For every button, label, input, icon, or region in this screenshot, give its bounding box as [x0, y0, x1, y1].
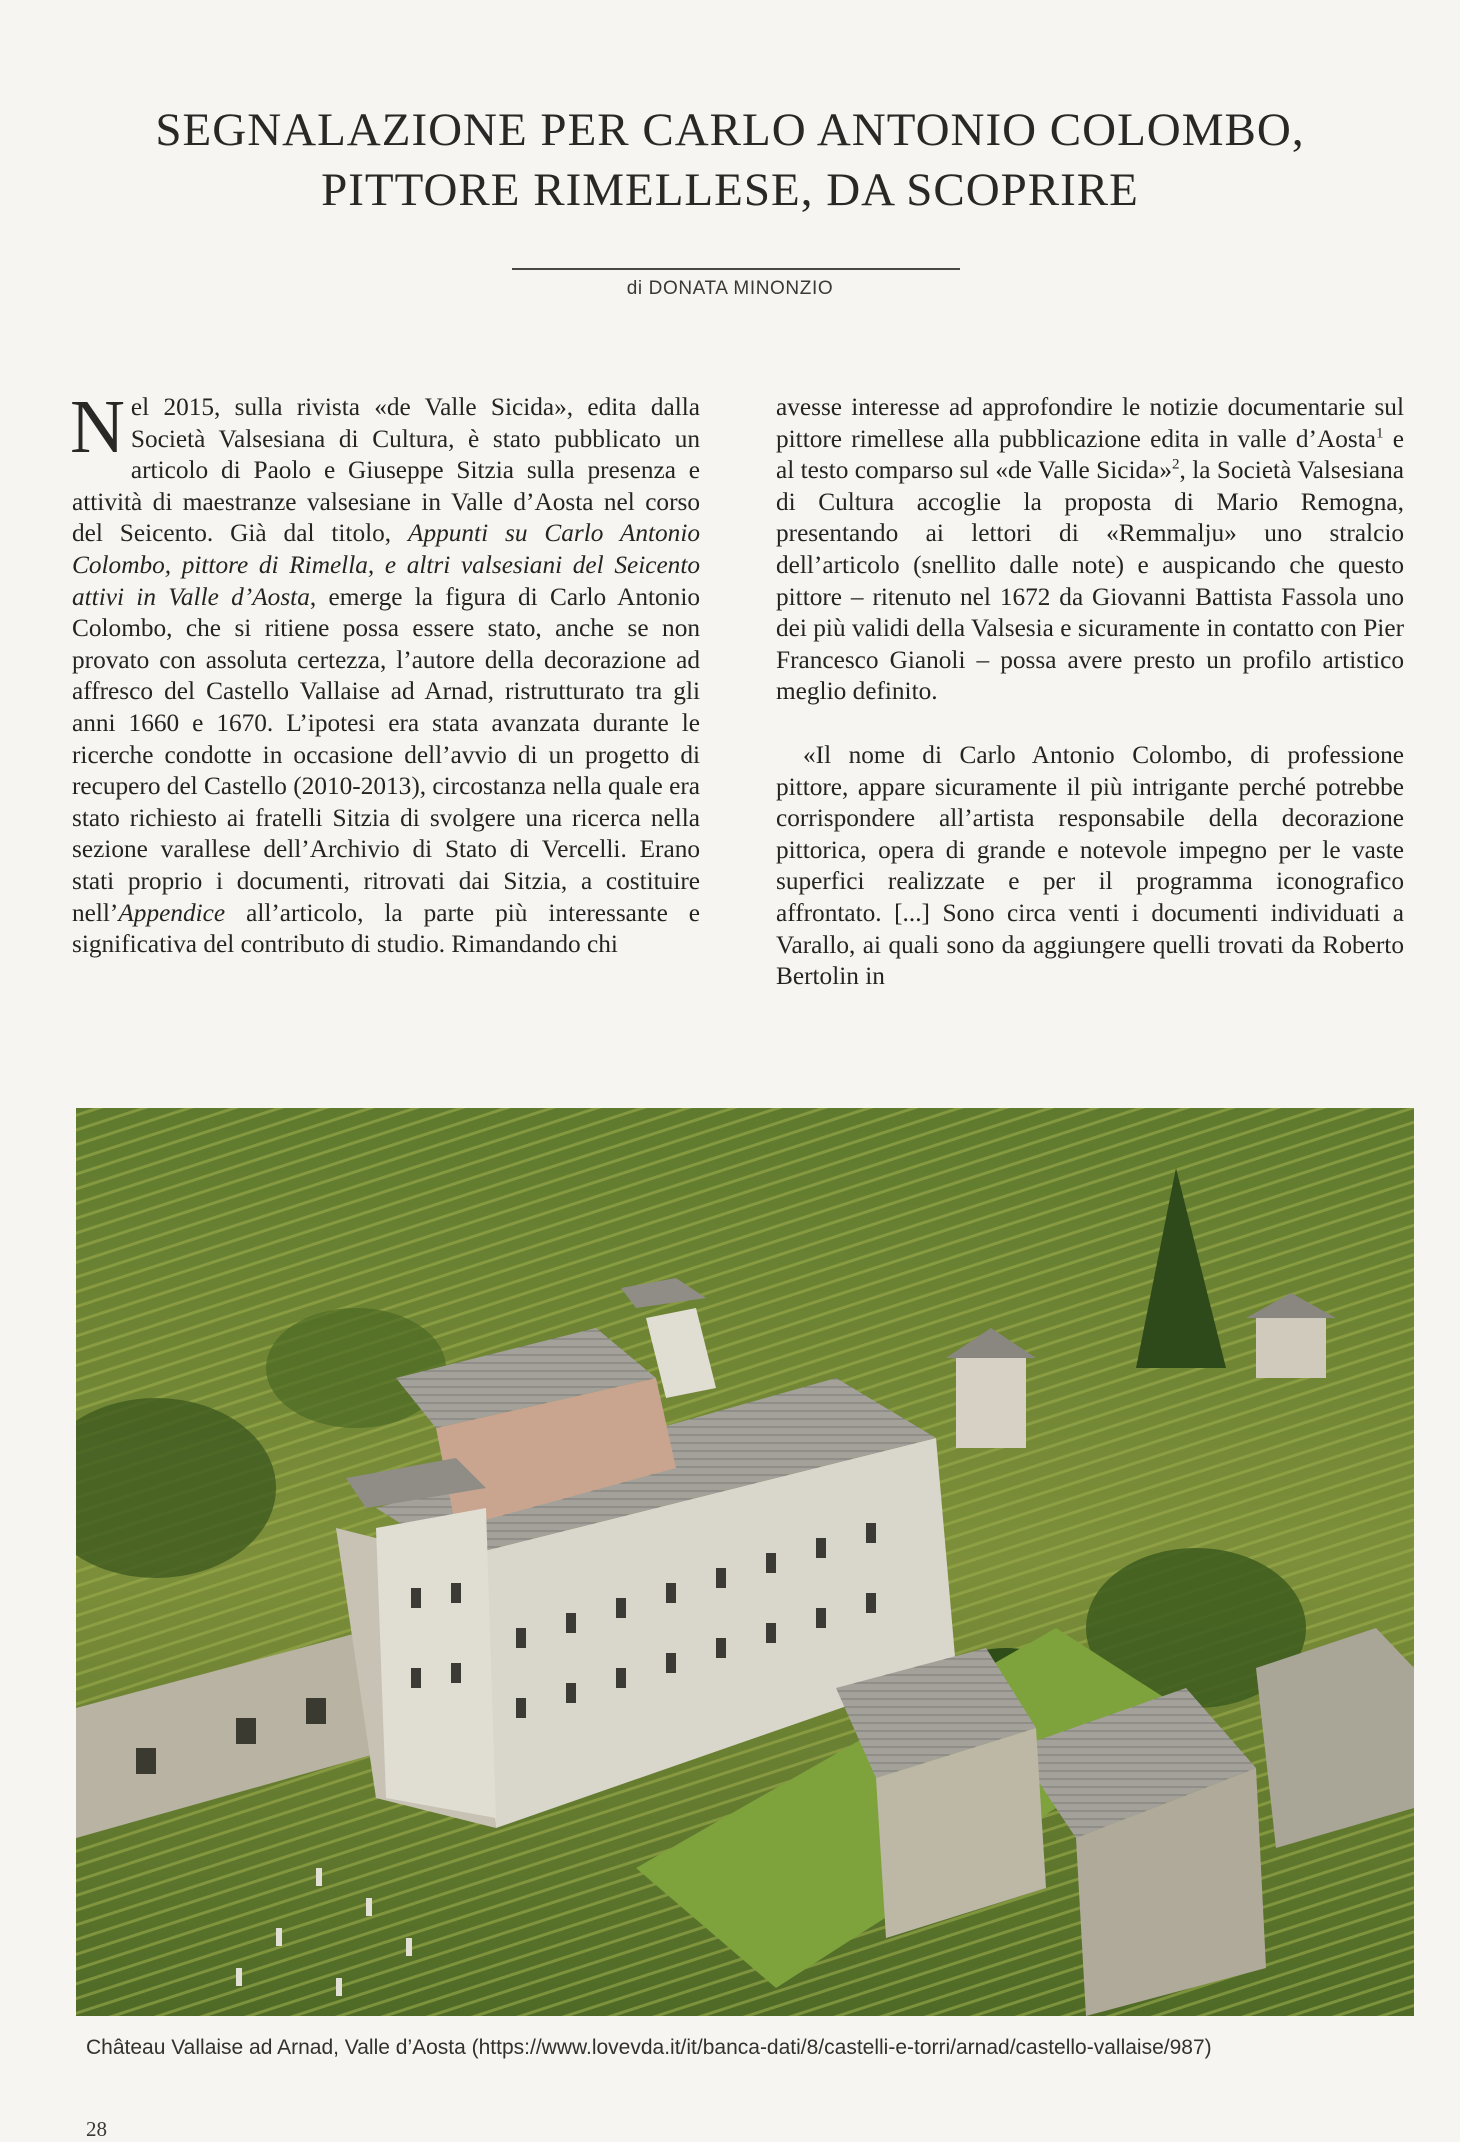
text-run: el 2015, sulla rivista «de Valle Sicida», edita dalla Società Valsesiana di Cultura, è stato pubblicato un articolo di Paolo e Giuseppe Sitzia sulla presenza e attività di maestranze valsesiane in Valle d’Aosta nel corso del Seicento. Già dal titolo,	[72, 393, 700, 548]
text-run: e al testo comparso sul «de Valle Sicida»	[776, 424, 1404, 485]
italic-appendice-run: Appendice	[118, 898, 226, 927]
intro-paragraph	[70, 385, 701, 961]
footnote-ref-2[interactable]: 2	[1172, 456, 1180, 473]
castle-photo-illustration	[76, 1108, 1414, 2016]
footnote-ref-1[interactable]: 1	[1376, 425, 1384, 442]
right-text-column	[776, 392, 1404, 993]
byline-rule	[512, 268, 960, 270]
article-title	[60, 100, 1400, 220]
byline: di DONATA MINONZIO	[626, 278, 834, 299]
title-line-1: SEGNALAZIONE PER CARLO ANTONIO COLOMBO,	[155, 104, 1305, 156]
text-run: , emerge la figura di Carlo Antonio Colombo, che si ritiene possa essere stato, anche se non provato con assoluta certezza, l’autore della decorazione ad affresco del Castello Vallaise ad Arnad, ristrutturato tra gli anni 1660 e 1670. L’ipotesi era stata avanzata durante le ricerche condotte in occasione dell’avvio di un progetto di recupero del Castello (2010-2013), circostanza nella quale era stato richiesto ai fratelli Sitzia di svolgere una ricerca nella sezione varallese dell’Archivio di Stato di Vercelli. Erano stati proprio i documenti, ritrovati dai Sitzia, a costituire nell’	[72, 582, 700, 927]
text-run: , la Società Valsesiana di Cultura accoglie la proposta di Mario Remogna, presentando ai lettori di «Remmalju» uno stralcio dell’articolo (snellito dalle note) e auspicando che questo pittore – ritenuto nel 1672 da Giovanni Battista Fassola uno dei più validi della Valsesia e sicuramente in contatto con Pier Francesco Gianoli – possa avere presto un profilo artistico meglio definito.	[776, 456, 1404, 706]
text-run: all’articolo, la parte più interessante e significativa del contributo di studio. Rimandando chi	[72, 898, 700, 959]
left-text-column	[70, 385, 701, 961]
italic-title-run: Appunti su Carlo Antonio Colombo, pittore di Rimella, e altri valsesiani del Seicento attivi in Valle d’Aosta	[72, 519, 701, 611]
title-line-2: PITTORE RIMELLESE, DA SCOPRIRE	[321, 164, 1139, 216]
continued-paragraph	[776, 392, 1404, 708]
quote-paragraph: «Il nome di Carlo Antonio Colombo, di professione pittore, appare sicuramente il più intrigante perché potrebbe corrispondere all’artista responsabile della decorazione pittorica, opera di grande e notevole impegno per le vaste superfici realizzate e per il programma iconografico affrontato. [...] Sono circa venti i documenti individuati a Varallo, ai quali sono da aggiungere quelli trovati da Roberto Bertolin in	[776, 740, 1404, 991]
drop-cap: N	[70, 385, 125, 469]
page-number: 28	[86, 2117, 107, 2141]
text-run: avesse interesse ad approfondire le notizie documentarie sul pittore rimellese alla pubblicazione edita in valle d’Aosta	[776, 393, 1404, 453]
photo-caption: Château Vallaise ad Arnad, Valle d’Aosta (https://www.lovevda.it/it/banca-dati/8/castelli-e-torri/arnad/castello-vallaise/987)	[86, 2036, 1212, 2059]
castle-aerial-photo	[76, 1108, 1414, 2016]
